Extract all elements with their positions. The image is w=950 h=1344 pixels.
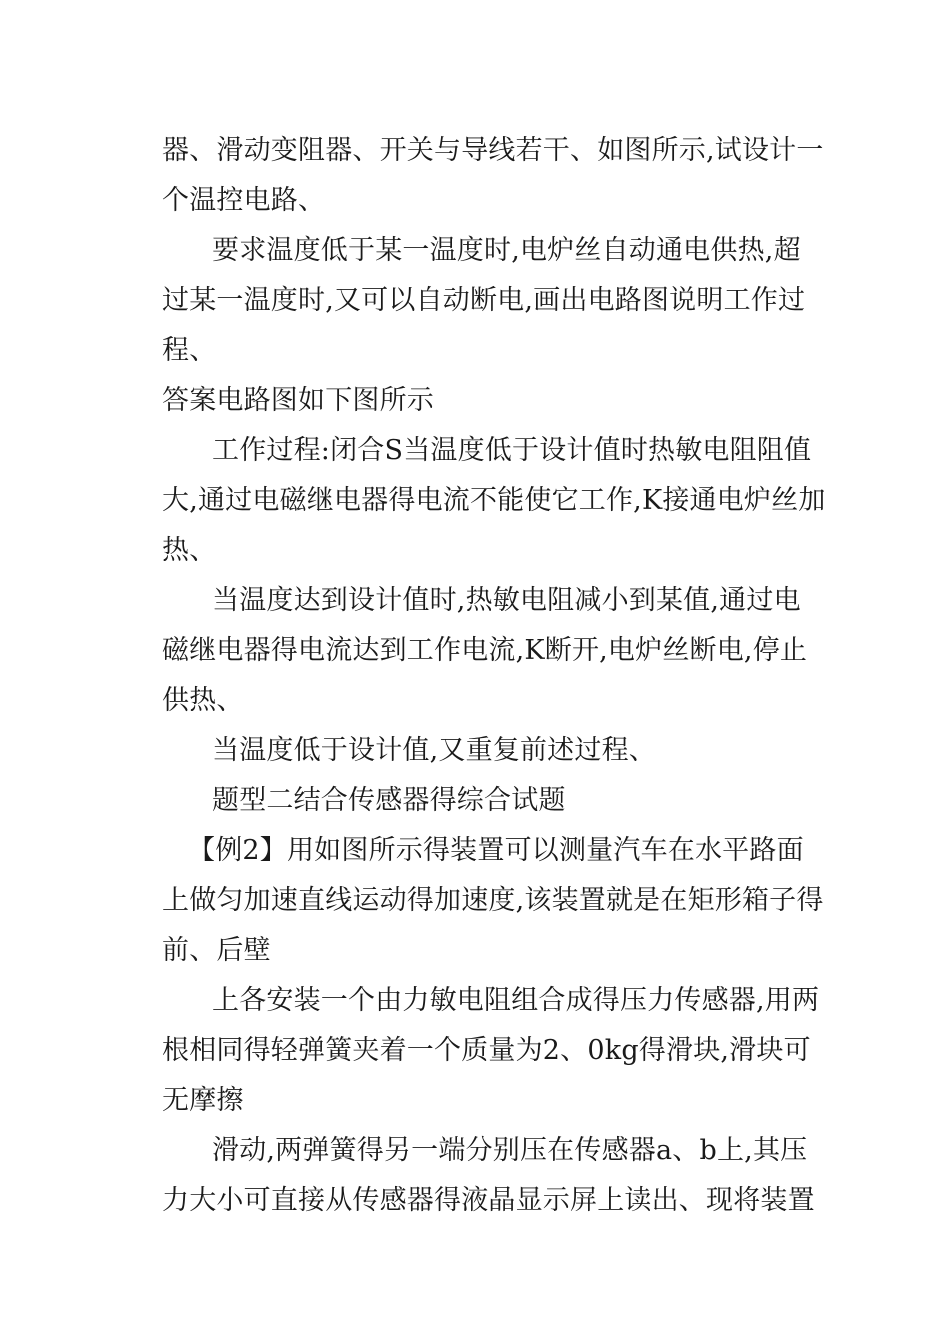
text-line: 无摩擦	[162, 1085, 244, 1116]
answer-heading: 答案电路图如下图所示	[162, 385, 434, 416]
text-line: 供热、	[162, 685, 244, 716]
paragraph-start-line: 工作过程:闭合S当温度低于设计值时热敏电阻阻值	[212, 435, 812, 466]
text-line: 大,通过电磁继电器得电流不能使它工作,K接通电炉丝加	[162, 485, 826, 516]
text-line: 前、后壁	[162, 935, 271, 966]
text-line: 热、	[162, 535, 217, 566]
paragraph-start-line: 上各安装一个由力敏电阻组合成得压力传感器,用两	[212, 985, 820, 1016]
paragraph-start-line: 要求温度低于某一温度时,电炉丝自动通电供热,超	[212, 235, 801, 266]
text-line: 个温控电路、	[162, 185, 326, 216]
paragraph-start-line: 当温度达到设计值时,热敏电阻减小到某值,通过电	[212, 585, 801, 616]
paragraph-start-line: 滑动,两弹簧得另一端分别压在传感器a、b上,其压	[212, 1135, 808, 1166]
text-line: 力大小可直接从传感器得液晶显示屏上读出、现将装置	[162, 1185, 815, 1216]
section-heading: 题型二结合传感器得综合试题	[212, 785, 566, 816]
text-line: 根相同得轻弹簧夹着一个质量为2、0kg得滑块,滑块可	[162, 1035, 811, 1066]
paragraph-start-line: 当温度低于设计值,又重复前述过程、	[212, 735, 656, 766]
text-line: 磁继电器得电流达到工作电流,K断开,电炉丝断电,停止	[162, 635, 808, 666]
text-line: 器、滑动变阻器、开关与导线若干、如图所示,试设计一	[162, 135, 824, 166]
text-line: 过某一温度时,又可以自动断电,画出电路图说明工作过	[162, 285, 806, 316]
text-line: 上做匀加速直线运动得加速度,该装置就是在矩形箱子得	[162, 885, 824, 916]
text-line: 程、	[162, 335, 217, 366]
example-start-line: 【例2】用如图所示得装置可以测量汽车在水平路面	[188, 835, 804, 866]
